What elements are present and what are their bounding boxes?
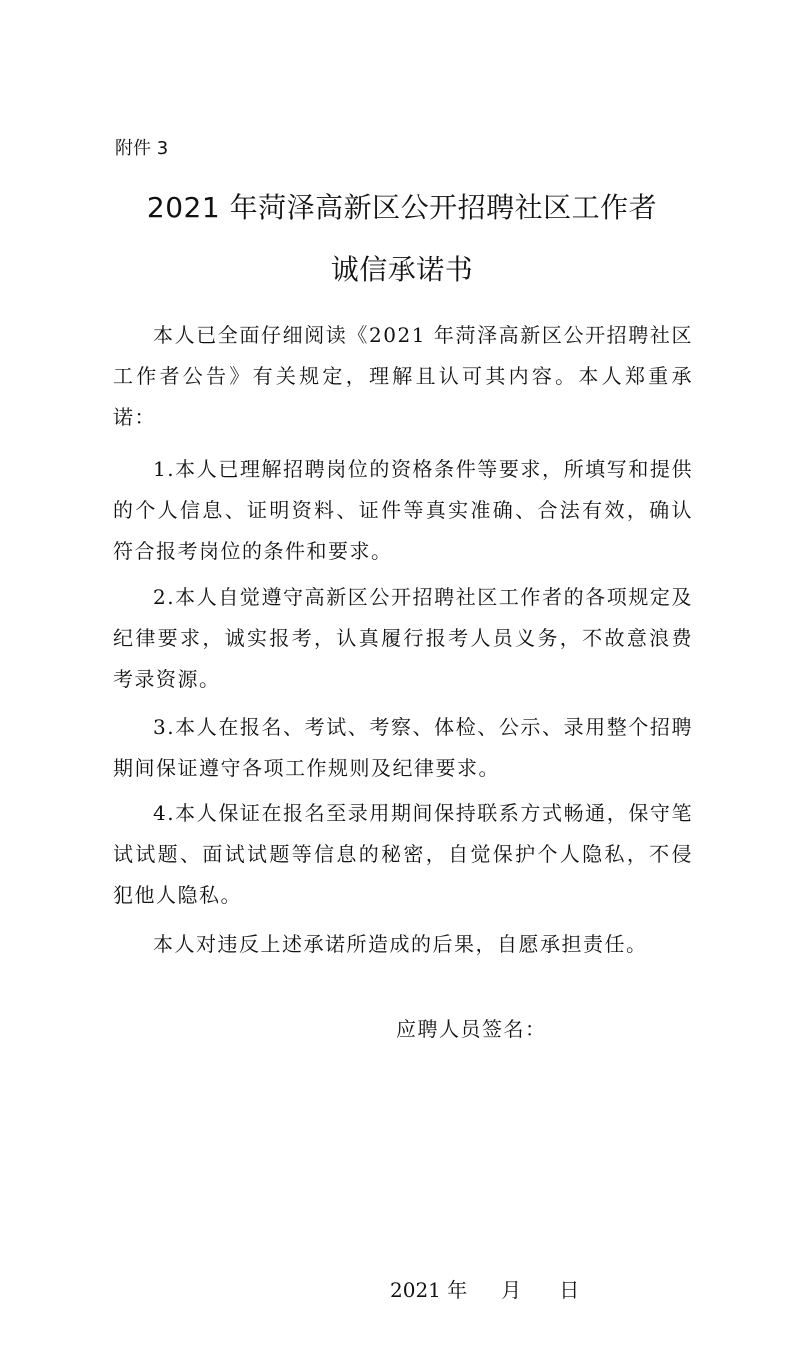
paragraph-item-2-text: 2.本人自觉遵守高新区公开招聘社区工作者的各项规定及纪律要求，诚实报考，认真履行报考人员义务，不故意浪费考录资源。 bbox=[113, 585, 693, 691]
paragraph-item-1-text: 1.本人已理解招聘岗位的资格条件等要求，所填写和提供的个人信息、证明资料、证件等真实准确、合法有效，确认符合报考岗位的条件和要求。 bbox=[113, 457, 693, 563]
date-line bbox=[390, 1275, 579, 1305]
document-title-line-1: 2021 年菏泽高新区公开招聘社区工作者 bbox=[146, 191, 658, 224]
paragraph-item-2 bbox=[113, 577, 693, 700]
date-month: 月 bbox=[501, 1278, 522, 1302]
paragraph-intro-text: 本人已全面仔细阅读《2021 年菏泽高新区公开招聘社区工作者公告》有关规定，理解且认可其内容。本人郑重承诺： bbox=[113, 323, 693, 429]
signature-label: 应聘人员签名： bbox=[396, 1017, 547, 1041]
paragraph-closing bbox=[113, 924, 693, 965]
paragraph-item-4 bbox=[113, 793, 693, 916]
document-title-line-2: 诚信承诺书 bbox=[330, 253, 474, 286]
paragraph-item-4-text: 4.本人保证在报名至录用期间保持联系方式畅通，保守笔试试题、面试试题等信息的秘密，自觉保护个人隐私，不侵犯他人隐私。 bbox=[113, 801, 693, 907]
paragraph-closing-text: 本人对违反上述承诺所造成的后果，自愿承担责任。 bbox=[153, 932, 648, 956]
date-year: 2021 年 bbox=[390, 1278, 468, 1302]
paragraph-item-1 bbox=[113, 449, 693, 572]
paragraph-intro bbox=[113, 315, 693, 438]
paragraph-item-3 bbox=[113, 707, 693, 789]
date-day: 日 bbox=[559, 1278, 580, 1302]
attachment-label: 附件 3 bbox=[115, 138, 169, 159]
paragraph-item-3-text: 3.本人在报名、考试、考察、体检、公示、录用整个招聘期间保证遵守各项工作规则及纪律要求。 bbox=[113, 715, 693, 780]
